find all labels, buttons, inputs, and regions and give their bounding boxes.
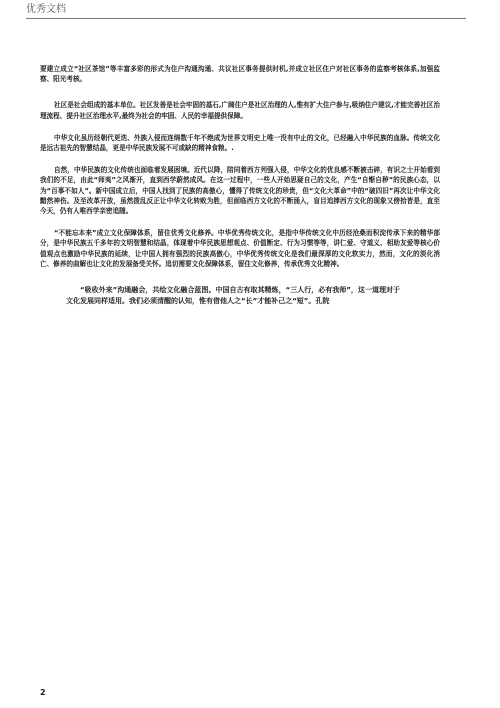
- page-number: 2: [40, 688, 46, 697]
- paragraph-6: “吸收外来”沟通融会，共绘文化融合蓝图。中国自古有取其精炼，“三人行，必有我师”，这一道理对于文化发展同样适用。我们必须清醒的认知，惟有借他人之“长”才能补己之“短”。孔院: [66, 286, 400, 305]
- page-header: [26, 4, 466, 19]
- paragraph-3: 中华文化虽历经朝代更迭、外族入侵而连绵数千年不绝成为世界文明史上唯一没有中止的文化，已经融入中华民族的血脉。传统文化是远古祖先的智慧结晶，更是中华民族发展不可或缺的精神食粮。.: [40, 133, 440, 153]
- header-label: 优秀文档: [26, 4, 66, 15]
- paragraph-1: 要建立成立“社区茶馆”等丰富多彩的形式为住户沟通沟通、共议社区事务提供时机,并成立社区住户对社区事务的监察考核体系,加强监察、阳光考核。: [40, 65, 440, 84]
- document-body: [40, 64, 440, 307]
- paragraph-4: 自然，中华民族的文化传统也面临着发展困境。近代以降，陪同着西方列强入侵，中华文化的优良感不断被击碎，有识之士开始看到我们的不足，由此“师夷”之风渐开，直到西学蔚然成风。在这一过程中，一些人开始思疑自己的文化，产生“自惭自秽”的民族心态，以为“百事不如人”。新中国成立后，中国人找到了民族的高傲心，懂得了传统文化的珍贵，但“文化大革命”中的“破四旧”再次让中华文化黯然神伤。及至改革开放，虽然拨乱反正让中华文化转败为胜，但面临西方文化的不断涌入，盲目追捧西方文化的现象又傍拾皆是，直至今天，仍有人唯西学亲密追随。: [40, 166, 440, 216]
- paragraph-2: 社区是社会组成的基本单位。社区发善是社会牢固的基石,广阔住户是社区治理的人,惟有扩大住户参与,吸纳住户建议,才能完善社区治理流程、提升社区治理水平,最终为社会的牢固、人民的幸福提供保障。: [40, 101, 440, 120]
- paragraph-5: “不能忘本来”成立文化保障体系，留住优秀文化修养。中华优秀传统文化，是指中华传统文化中历经沧桑而积淀传承下来的精华部分，是中华民族五千多年的文明智慧和结晶，体现着中华民族思想观点、价值断定、行为习惯等等，讲仁爱、守道义、相助友爱等核心价值观点也激励中华民族的延续，让中国人拥有强烈的民族高傲心，中华优秀传统文化是我们最深厚的文化软实力，然而，文化的淡化消亡、修养的曲解也让文化的发展备受关怀。追切需要文化保障体系，留住文化修养，传承优秀文化精神。: [40, 229, 440, 268]
